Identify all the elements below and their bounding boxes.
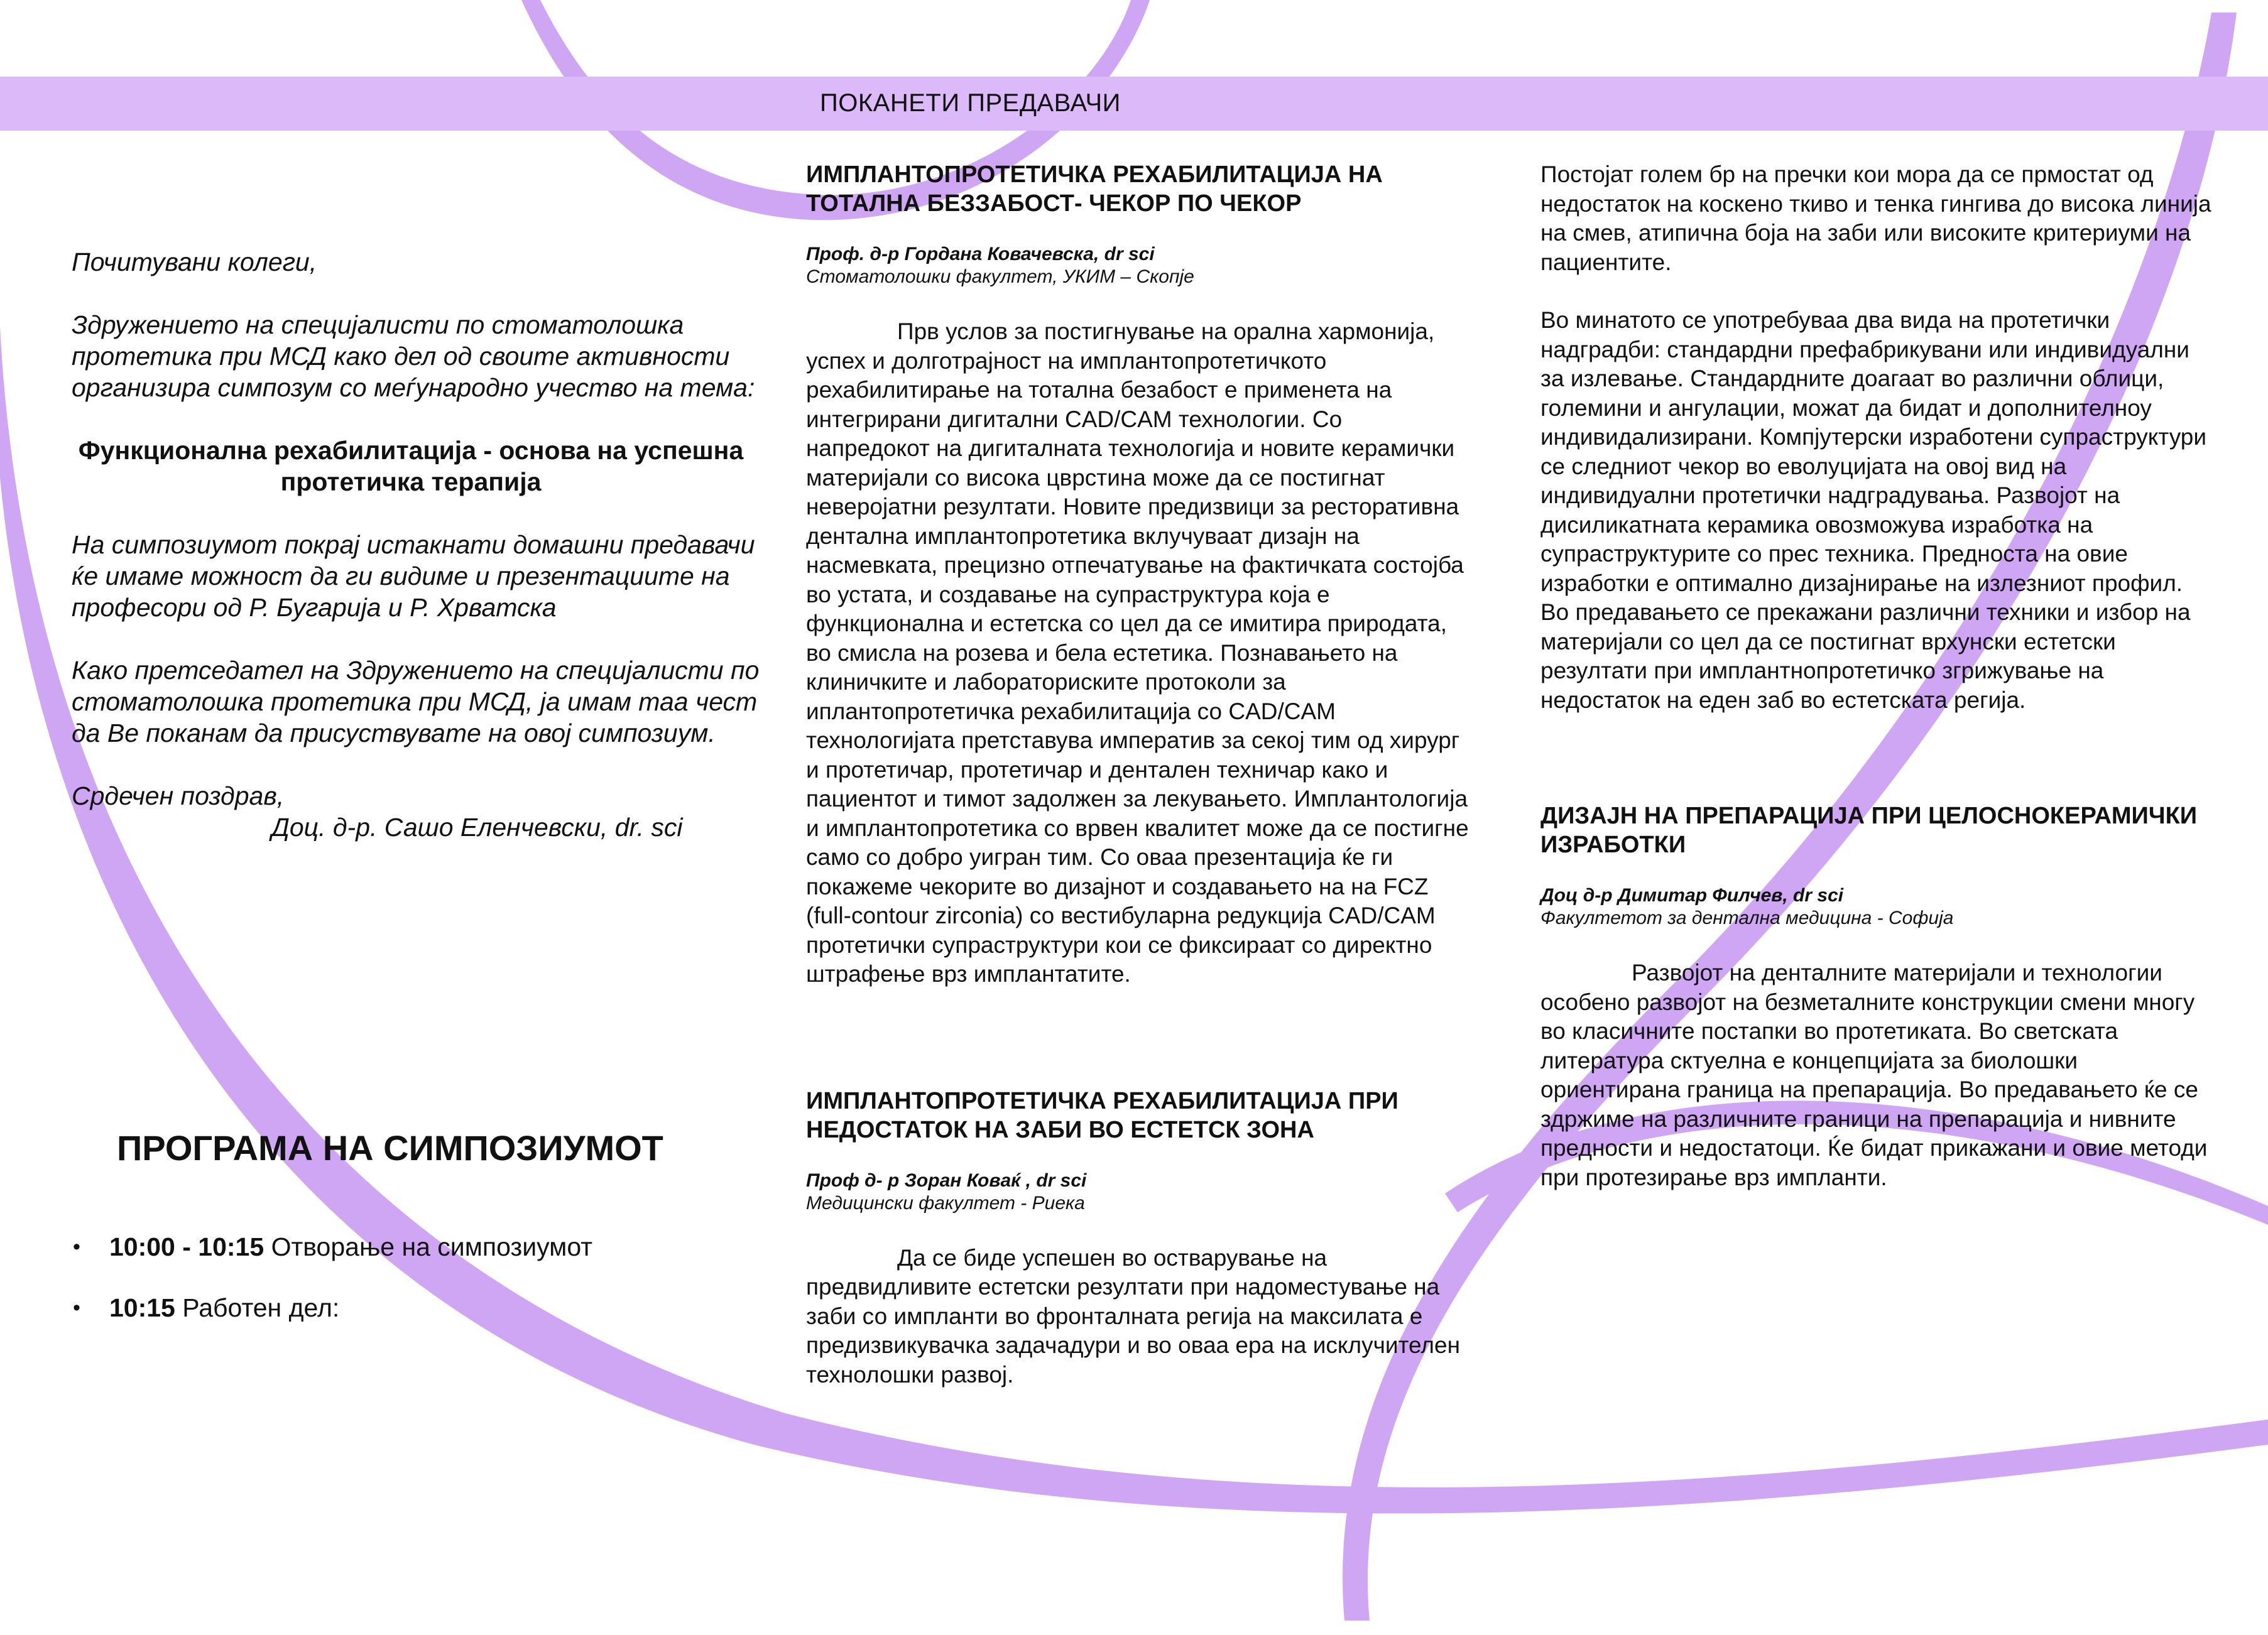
talk-2-speaker: Проф д- р Зоран Ковaќ , dr sci xyxy=(806,1170,1087,1191)
bullet-icon: • xyxy=(73,1235,80,1259)
letter-invitation: Како претседател на Здружението на специјалисти по стоматолошка протетика при МСД, ја имам таа чест да Ве поканам да присуствувате на овој симпозиум. xyxy=(72,656,760,747)
program-label: Работен дел: xyxy=(175,1293,340,1322)
middle-column xyxy=(806,160,1472,1389)
invitation-letter xyxy=(72,246,763,843)
program-list xyxy=(72,1231,592,1353)
talk-1-affiliation: Стоматолошки факултет, УКИМ – Скопје xyxy=(806,266,1194,287)
talk-1-title: ИМПЛАНТОПРОТЕТИЧКА РЕХАБИЛИТАЦИЈА НА ТОТАЛНА БЕЗЗАБОСТ- ЧЕКОР ПО ЧЕКОР xyxy=(806,161,1383,217)
program-label: Отворање на симпозиумот xyxy=(264,1232,593,1261)
letter-intro: Здружението на специјалисти по стоматолошка протетика при МСД како дел од своите активности организира симпозум со меѓународно учество на тема: xyxy=(72,310,755,402)
right-column xyxy=(1540,160,2213,1192)
program-title: ПРОГРАМА НА СИМПОЗИУМОТ xyxy=(117,1128,663,1168)
symposium-topic: Функционална рехабилитација - основа на успешна протетичка терапија xyxy=(78,436,744,496)
program-time: 10:15 xyxy=(109,1293,175,1322)
talk-2-title: ИМПЛАНТОПРОТЕТИЧКА РЕХАБИЛИТАЦИЈА ПРИ НЕДОСТАТОК НА ЗАБИ ВО ЕСТЕТСК ЗОНА xyxy=(806,1087,1398,1143)
letter-signature: Доц. д-р. Сашо Еленчевски, dr. sci xyxy=(271,813,683,842)
letter-closing: Срдечен поздрав, xyxy=(72,781,285,810)
talk-2-continued-2: Во минатото се употребуваа два вида на протетички надградби: стандардни префабрикувани или индивидуални за излевање. Стандардните доагаат во различни облици, големини и ангулации, можат да бидат и дополнителноу индивидализирани. Компјутерски изработени супраструктури се следниот чекор во еволуцијата на овој вид на индивидуални протетички надградувања. Развојот на дисиликатната керамика овозможува изработка на супраструктурите со прес техника. Предноста на овие изработки е оптимално дизајнирање на излезниот профил. xyxy=(1540,307,2207,596)
talk-2-continued-3: Во предавањето се прекажани различни техники и избор на материјали со цел да се постигнат врхунски естетски резултати при имплантнопротетичко згрижување на недостаток на еден заб во естетската регија. xyxy=(1540,599,2191,713)
talk-2-continued: Постојат голем бр на пречки кои мора да се прмостат од недостаток на коскено ткиво и тенка гингива до висока линија на смев, атипична боја на заби или високите критериуми на пациентите. xyxy=(1540,161,2211,275)
talk-3-abstract: Развојот на денталните материјали и технологии особено развојот на безметалните конструкции смени многу во класичните постапки во протетиката. Во светската литература сктуелна е концепцијата за биолошки ориентирана граница на препарација. Во предавањето ќе се здржиме на различните граници на препарација и нивните предности и недостатоци. Ќе бидат прикажани и овие методи при протезирање врз импланти. xyxy=(1540,960,2208,1190)
program-item xyxy=(72,1231,592,1263)
talk-2-affiliation: Медицински факултет - Риека xyxy=(806,1192,1085,1214)
talk-1-speaker: Проф. д-р Гордана Ковачевска, dr sci xyxy=(806,244,1155,264)
program-item xyxy=(72,1292,592,1323)
header-band xyxy=(0,77,2268,131)
talk-1-abstract: Прв услов за постигнување на орална хармонија, успех и долготрајност на имплантопротетичкото рехабилитирање на тотална безабост е применета на интегрирани дигитални CAD/CAM технологии. Со напредокот на дигиталната технологија и новите керамички материјали со висока цврстина може да се постигнат неверојатни резултати. Новите предизвици за ресторативна дентална имплантопротетика вклучуваат дизајн на насмевката, прецизно отпечатување на фактичката состојба во устата, и создавање на супраструктура која е функционална и естетска со цел да се имитира природата, во смисла на розева и бела естетика. Познавањето на клиничките и лабораториските протоколи за иплантопротетичка рехабилитација со CAD/CAM технологијата претставува императив за секој тим од хирург и протетичар, протетичар и дентален техничар како и пациентот и тимот задолжен за лекувањето. Имплантологија и имплантопротетика со врвен квалитет може да се постигне само со добро уигран тим. Со оваа презентација ќе ги покажеме чекорите во дизајнот и создавањето на на FCZ (full-contour zirconia) со вестибуларна редукција CAD/CAM протетички супраструктури кои се фиксираат со директно штрафење врз имплантатите. xyxy=(806,318,1469,987)
letter-greeting: Почитувани колеги, xyxy=(72,247,317,276)
bullet-icon: • xyxy=(73,1296,80,1320)
program-time: 10:00 - 10:15 xyxy=(109,1232,264,1261)
talk-3-speaker: Доц д-р Димитар Филчев, dr sci xyxy=(1540,885,1844,906)
header-title: ПОКАНЕТИ ПРЕДАВАЧИ xyxy=(820,89,1121,117)
talk-2-abstract: Да се биде успешен во остварување на предвидливите естетски резултати при надоместување на заби со импланти во фронталната регија на максилата е предизвикувачка задачадури и во оваа ера на исклучителен технолошки развој. xyxy=(806,1244,1461,1388)
talk-3-title: ДИЗАЈН НА ПРЕПАРАЦИЈА ПРИ ЦЕЛОСНОКЕРАМИЧКИ ИЗРАБОТКИ xyxy=(1540,803,2198,858)
letter-guests: На симпозиумот покрај истакнати домашни предавачи ќе имаме можност да ги видиме и презентациите на професори од Р. Бугарија и Р. Хрватска xyxy=(72,530,755,622)
talk-3-affiliation: Факултетот за дентална медицина - Софија xyxy=(1540,908,1954,928)
